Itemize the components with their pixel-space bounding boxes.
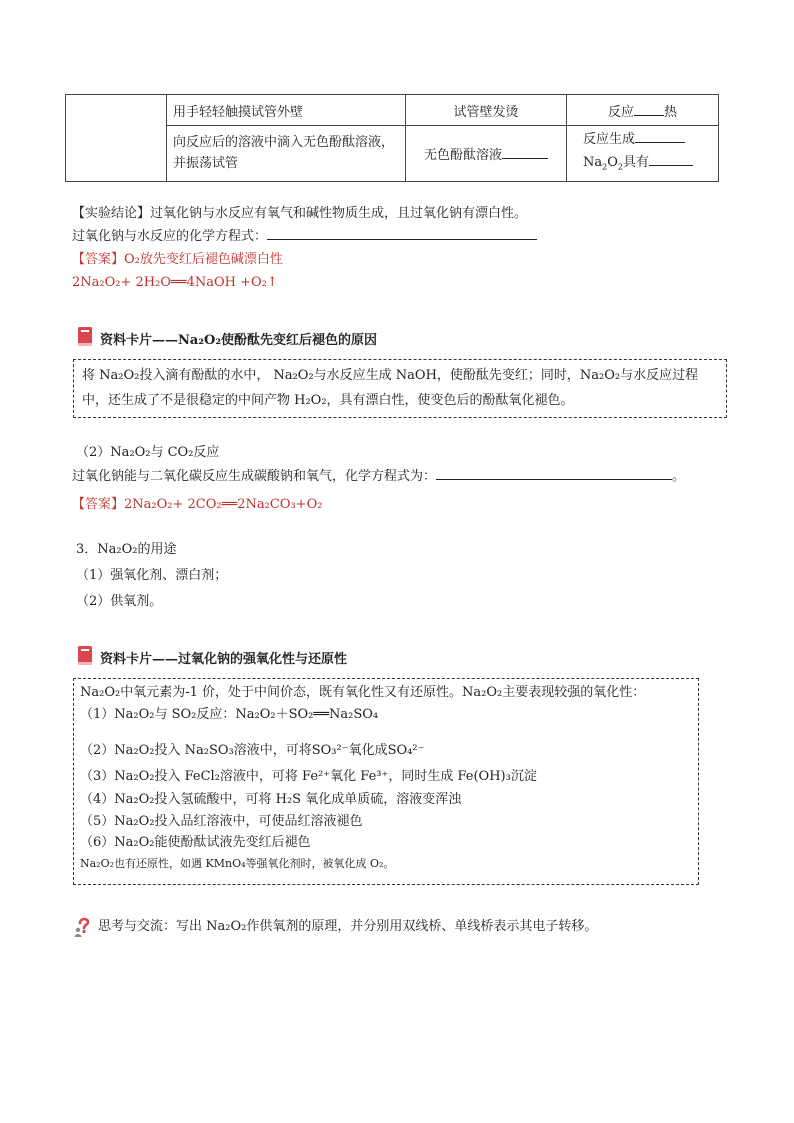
card-note: Na₂O₂也有还原性，如遇 KMnO₄等强氧化剂时，被氧化成 O₂。 bbox=[80, 857, 395, 870]
formula-part: Na bbox=[583, 155, 603, 170]
conclusion-line bbox=[583, 128, 712, 151]
list-item: （1）Na₂O₂与 SO₂反应：Na₂O₂＋SO₂══Na₂SO₄ bbox=[80, 707, 379, 722]
list-item: （6）Na₂O₂能使酚酞试液先变红后褪色 bbox=[80, 835, 311, 850]
list-item: （1）强氧化剂、漂白剂； bbox=[76, 568, 228, 583]
card-title: 资料卡片——过氧化钠的强氧化性与还原性 bbox=[100, 652, 348, 667]
card-text: Na₂O₂中氧元素为-1 价，处于中间价态，既有氧化性又有还原性。Na₂O₂主要表现较强的氧化性： bbox=[80, 685, 646, 700]
book-icon bbox=[76, 645, 94, 667]
table-cell-conclusion bbox=[567, 126, 719, 182]
table-cell-operation: 向反应后的溶液中滴入无色酚酞溶液，并振荡试管 bbox=[167, 126, 406, 182]
book-icon bbox=[76, 326, 94, 348]
card-text: 中，还生成了不是很稳定的中间产物 H₂O₂，具有漂白性，使变色后的酚酞氧化褪色。 bbox=[82, 393, 574, 408]
experiment-conclusion: 【实验结论】过氧化钠与水反应有氧气和碱性物质生成，且过氧化钠有漂白性。 bbox=[72, 206, 528, 221]
answer-blank bbox=[634, 114, 664, 116]
table-cell-phenomenon bbox=[406, 126, 567, 182]
answer-blank bbox=[635, 141, 685, 143]
answer-tag: 【答案】 bbox=[72, 252, 125, 267]
answer-blank bbox=[649, 164, 693, 166]
phenomenon-text: 无色酚酞溶液 bbox=[423, 147, 502, 163]
list-item: （4）Na₂O₂投入氢硫酸中，可将 H₂S 氧化成单质硫，溶液变浑浊 bbox=[80, 792, 462, 807]
card-title: 资料卡片——Na₂O₂使酚酞先变红后褪色的原因 bbox=[100, 333, 378, 348]
table-cell-operation: 用手轻轻触摸试管外壁 bbox=[167, 95, 406, 126]
answer-blank bbox=[267, 238, 537, 240]
experiment-table bbox=[65, 94, 719, 182]
answer-blank bbox=[502, 157, 548, 159]
table-cell-phenomenon: 试管壁发烫 bbox=[406, 95, 567, 126]
list-item: （3）Na₂O₂投入 FeCl₂溶液中，可将 Fe²⁺氧化 Fe³⁺，同时生成 Fe(OH)₃沉淀 bbox=[80, 769, 537, 784]
answer-line bbox=[72, 495, 322, 515]
answer-line bbox=[72, 250, 283, 270]
list-item: （2）Na₂O₂投入 Na₂SO₃溶液中，可将SO₃²⁻氧化成SO₄²⁻ bbox=[80, 743, 425, 758]
table-cell-empty bbox=[66, 95, 167, 182]
formula-sub: 2 bbox=[617, 162, 623, 172]
conclusion-line bbox=[583, 151, 712, 179]
section-heading: 3．Na₂O₂的用途 bbox=[76, 542, 177, 557]
answer-text: O₂放先变红后褪色碱漂白性 bbox=[124, 252, 283, 267]
conclusion-text: 反应 bbox=[607, 104, 634, 120]
conclusion-text: 热 bbox=[664, 104, 678, 120]
equation-prompt bbox=[72, 467, 685, 487]
answer-tag: 【答案】 bbox=[72, 497, 125, 512]
section-heading: （2）Na₂O₂与 CO₂反应 bbox=[76, 445, 220, 460]
answer-text: 2Na₂O₂+ 2CO₂══2Na₂CO₃+O₂ bbox=[124, 497, 323, 512]
conclusion-text: 具有 bbox=[623, 155, 650, 170]
formula-sub: 2 bbox=[602, 162, 608, 172]
list-item: （2）供氧剂。 bbox=[76, 594, 163, 609]
formula-part: O bbox=[607, 155, 618, 170]
answer-blank bbox=[436, 478, 672, 480]
table-cell-conclusion bbox=[567, 95, 719, 126]
list-item: （5）Na₂O₂投入品红溶液中，可使品红溶液褪色 bbox=[80, 814, 363, 829]
prompt-text: 过氧化钠与水反应的化学方程式： bbox=[72, 229, 268, 244]
conclusion-text: 反应生成 bbox=[583, 132, 636, 147]
think-discuss: 思考与交流：写出 Na₂O₂作供氧剂的原理，并分别用双线桥、单线桥表示其电子转移。 bbox=[98, 919, 598, 934]
table-row bbox=[66, 95, 719, 126]
equation-prompt bbox=[72, 227, 537, 247]
card-text: 将 Na₂O₂投入滴有酚酞的水中， Na₂O₂与水反应生成 NaOH，使酚酞先变红；同时，Na₂O₂与水反应过程 bbox=[82, 368, 699, 383]
punctuation: 。 bbox=[672, 469, 686, 484]
answer-equation: 2Na₂O₂+ 2H₂O══4NaOH +O₂↑ bbox=[72, 275, 278, 290]
prompt-text: 过氧化钠能与二氧化碳反应生成碳酸钠和氧气，化学方程式为： bbox=[72, 469, 437, 484]
question-person-icon bbox=[74, 915, 94, 937]
